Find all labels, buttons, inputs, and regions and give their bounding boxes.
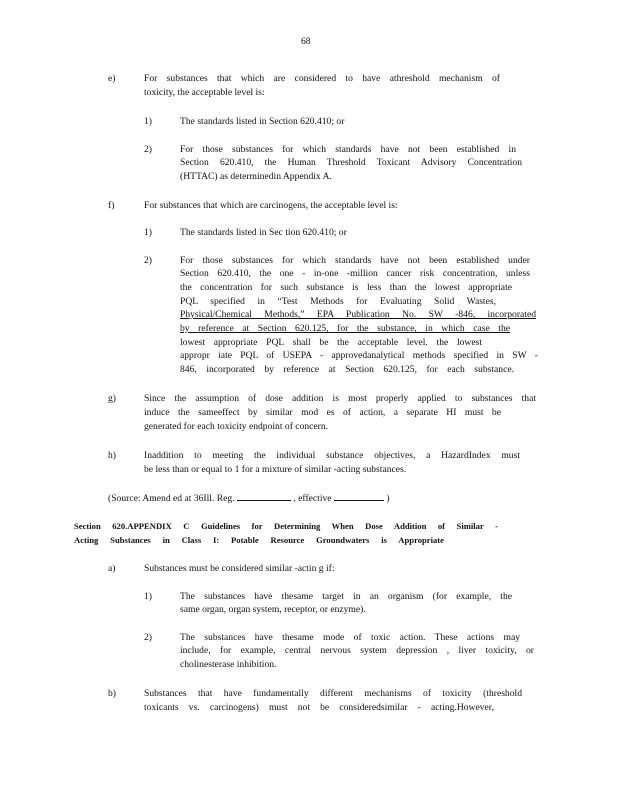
item-e-line: For substances that which are considered to have athreshold mechanism of — [144, 73, 500, 84]
item-f2-line: the concentration for such substance is less than the lowest appropriate — [180, 282, 512, 293]
item-g-line: generated for each toxicity endpoint of concern. — [144, 421, 329, 432]
source-note — [108, 491, 390, 505]
appendix-item-a1-line: same organ, organ system, receptor, or enzyme). — [180, 604, 366, 615]
item-f2-line: Section 620.410, the one - in-one -million cancer risk concentration, unless — [180, 268, 530, 279]
item-f2-line: 846, incorporated by reference at Section 620.125, for each substance. — [180, 364, 514, 375]
item-f2-marker: 2) — [144, 255, 152, 266]
item-h-marker: h) — [108, 450, 116, 461]
item-g-marker: g) — [108, 393, 116, 404]
item-e-line: toxicity, the acceptable level is: — [144, 87, 265, 98]
item-g-line: Since the assumption of dose addition is most properly applied to substances that — [144, 393, 536, 404]
source-note-prefix: (Source: Amend ed at 36Ill. Reg. — [108, 493, 235, 504]
item-f2-line: For those substances for which standards have not been established under — [180, 255, 530, 266]
item-h-line: Inaddition to meeting the individual substance objectives, a HazardIndex must — [144, 450, 520, 461]
item-g-line: induce the sameeffect by similar mod es of action, a separate HI must be — [144, 407, 501, 418]
item-f-line: For substances that which are carcinogens, the acceptable level is: — [144, 200, 398, 211]
appendix-item-b-line: toxicants vs. carcinogens) must not be consideredsimilar - acting.However, — [144, 702, 494, 713]
appendix-item-a2-line: include, for example, central nervous system depression , liver toxicity, or — [180, 645, 534, 656]
item-f2-line-underlined: Physical/Chemical Methods,” EPA Publication No. SW -846, incorporated — [180, 309, 536, 320]
item-e2-line: (HTTAC) as determinedin Appendix A. — [180, 171, 332, 182]
appendix-item-b-line: Substances that have fundamentally different mechanisms of toxicity (threshold — [144, 688, 522, 699]
appendix-item-b-marker: b) — [108, 688, 116, 699]
source-blank-date — [334, 491, 384, 501]
appendix-heading-line: Acting Substances in Class I: Potable Resource Groundwaters is Appropriate — [74, 535, 444, 545]
source-blank-volume — [237, 491, 291, 501]
page-number: 68 — [301, 36, 311, 47]
item-f2-line: PQL specified in “Test Methods for Evaluating Solid Wastes, — [180, 296, 496, 307]
item-e1-line: The standards listed in Section 620.410; or — [180, 116, 345, 127]
item-e2-marker: 2) — [144, 144, 152, 155]
appendix-item-a2-marker: 2) — [144, 632, 152, 643]
item-f2-line-underlined: by reference at Section 620.125, for the substance, in which case the — [180, 323, 510, 334]
appendix-heading-line: Section 620.APPENDIX C Guidelines for Determining When Dose Addition of Similar - — [74, 521, 498, 531]
appendix-item-a2-line: The substances have thesame mode of toxic action. These actions may — [180, 632, 520, 643]
item-f2-line: appropr iate PQL of USEPA - approvedanalytical methods specified in SW - — [180, 350, 538, 361]
source-note-middle: , effective — [293, 493, 332, 504]
item-f2-line-partly-underlined: lowest appropriate PQL shall be the acceptable level. the lowest — [180, 337, 482, 348]
appendix-item-a-line: Substances must be considered similar -actin g if: — [144, 563, 335, 574]
source-note-suffix: ) — [386, 493, 390, 504]
item-e1-marker: 1) — [144, 116, 152, 127]
item-f1-marker: 1) — [144, 227, 152, 238]
item-e2-line: Section 620.410, the Human Threshold Toxicant Advisory Concentration — [180, 157, 522, 168]
item-f1-line: The standards listed in Sec tion 620.410; or — [180, 227, 347, 238]
appendix-item-a2-line: cholinesterase inhibition. — [180, 659, 277, 670]
appendix-item-a-marker: a) — [108, 563, 116, 574]
appendix-item-a1-line: The substances have thesame target in an organism (for example, the — [180, 591, 512, 602]
item-e-marker: e) — [108, 73, 116, 84]
item-e2-line: For those substances for which standards have not been established in — [180, 144, 516, 155]
item-f-marker: f) — [108, 200, 115, 211]
item-h-line: be less than or equal to 1 for a mixture of similar -acting substances. — [144, 464, 407, 475]
appendix-item-a1-marker: 1) — [144, 591, 152, 602]
